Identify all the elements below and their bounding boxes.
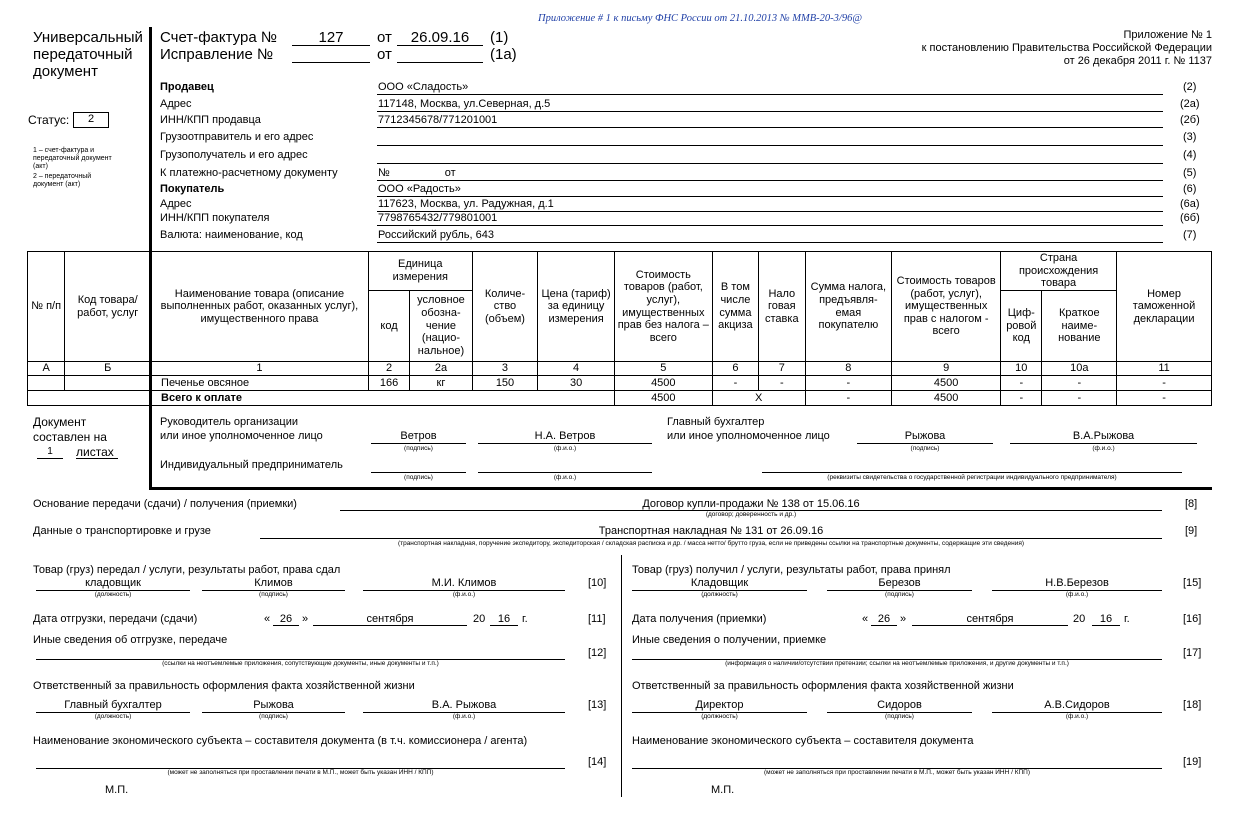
ship-year-prefix: 20: [473, 613, 486, 625]
ship-month[interactable]: сентября: [366, 613, 414, 625]
invoice-number[interactable]: 127: [318, 29, 344, 46]
ship-date-close-quote: »: [302, 613, 309, 625]
right-responsible-position-caption: (должность): [701, 713, 738, 720]
invoice-from-label: от: [377, 29, 392, 46]
header-cost: Стоимость товаров (работ, услуг), имущественных прав без налога – всего: [614, 252, 712, 362]
buyer-inn-label: ИНН/КПП покупателя: [160, 212, 270, 224]
invoice-code: (1): [490, 29, 509, 46]
sheets-count[interactable]: 1: [47, 446, 53, 457]
buyer-address-value[interactable]: 117623, Москва, ул. Радужная, д.1: [378, 198, 554, 210]
right-responsible-signature-caption: (подпись): [885, 713, 914, 720]
status-note-3: (акт): [33, 163, 48, 170]
invoice-label: Счет-фактура №: [160, 29, 277, 46]
status-note-1: 1 – счет-фактура и: [33, 147, 95, 154]
handed-name-caption: (ф.и.о.): [452, 591, 476, 598]
received-label: Товар (груз) получил / услуги, результаты работ, права принял: [632, 564, 951, 576]
left-responsible-signature-caption: (подпись): [259, 713, 288, 720]
accountant-label-2: или иное уполномоченное лицо: [667, 430, 830, 442]
col-label: 2: [368, 362, 409, 376]
left-entity-caption: (может не заполняться при проставлении печати в М.П., может быть указан ИНН / КПП): [167, 769, 434, 776]
code-13: [13]: [588, 699, 607, 711]
header-total: Стоимость товаров (работ, услуг), имущественных прав с налогом - всего: [892, 252, 1001, 362]
recv-other-caption: (информация о наличии/отсутствии претензии; ссылки на неотъемлемые приложения, и другие документы и т.п.): [725, 660, 1069, 667]
total-excise: Х: [712, 391, 805, 406]
payment-doc-code: (5): [1183, 167, 1197, 179]
recv-year-prefix: 20: [1073, 613, 1086, 625]
col-label: 9: [892, 362, 1001, 376]
cell-unit-name[interactable]: кг: [410, 376, 473, 391]
seller-address-code: (2а): [1180, 98, 1200, 110]
col-label: 6: [712, 362, 758, 376]
document-title-line3: документ: [33, 63, 98, 80]
header-excise: В том числе сумма акциза: [712, 252, 758, 362]
header-code: Код товара/ работ, услуг: [65, 252, 151, 362]
total-country-name: -: [1042, 391, 1117, 406]
table-row: [28, 376, 1212, 391]
head-signature[interactable]: Ветров: [400, 430, 437, 442]
doc-pages-line1: Документ: [33, 415, 87, 429]
seller-inn-value[interactable]: 7712345678/771201001: [378, 114, 498, 126]
handed-position-caption: (должность): [94, 591, 132, 598]
ip-label: Индивидуальный предприниматель: [160, 459, 343, 471]
transport-label: Данные о транспортировке и грузе: [33, 525, 211, 537]
payment-doc-label: К платежно-расчетному документу: [160, 167, 338, 179]
col-label: 11: [1117, 362, 1212, 376]
buyer-inn-value[interactable]: 7798765432/779801001: [378, 212, 498, 224]
accountant-name-caption: (ф.и.о.): [1092, 445, 1115, 452]
right-responsible-name[interactable]: А.В.Сидоров: [1044, 699, 1110, 711]
total-tax[interactable]: -: [805, 391, 892, 406]
status-note-4: 2 – передаточный: [33, 173, 92, 180]
payment-doc-value[interactable]: № от: [378, 167, 456, 179]
left-responsible-name-caption: (ф.и.о.): [452, 713, 476, 720]
recv-year-suffix: г.: [1124, 613, 1130, 625]
header-country: Страна происхождения товара: [1001, 252, 1117, 291]
handed-position[interactable]: кладовщик: [85, 577, 141, 589]
ship-year-suffix: г.: [522, 613, 528, 625]
basis-code: [8]: [1185, 498, 1198, 510]
total-cost[interactable]: 4500: [614, 391, 712, 406]
header-price: Цена (тариф) за единицу измерения: [538, 252, 615, 362]
header-country-name: Краткое наиме- нование: [1042, 291, 1117, 362]
cell-tax[interactable]: -: [805, 376, 892, 391]
cell-unit-code[interactable]: 166: [368, 376, 409, 391]
accountant-name[interactable]: В.А.Рыжова: [1072, 430, 1135, 442]
cell-country-code[interactable]: -: [1001, 376, 1042, 391]
col-label: 10: [1001, 362, 1042, 376]
seller-label: Продавец: [160, 81, 214, 93]
header-country-code: Циф- ровой код: [1001, 291, 1042, 362]
currency-value[interactable]: Российский рубль, 643: [378, 229, 494, 241]
total-row: [28, 391, 1212, 406]
buyer-address-label: Адрес: [160, 198, 192, 210]
basis-caption: (договор; доверенность и др.): [705, 511, 797, 518]
resolution-line2: к постановлению Правительства Российской Федерации: [921, 42, 1212, 54]
header-unit: Единица измерения: [368, 252, 472, 291]
appendix-note: Приложение # 1 к письму ФНС России от 21.10.2013 № ММВ-20-3/96@: [538, 13, 862, 24]
right-entity-label: Наименование экономического субъекта – составителя документа: [632, 735, 974, 747]
currency-label: Валюта: наименование, код: [160, 229, 303, 241]
cell-qty[interactable]: 150: [472, 376, 538, 391]
ship-other-label: Иные сведения об отгрузке, передаче: [33, 634, 228, 646]
transport-caption: (транспортная накладная, поручение экспедитору, экспедиторская / складская расписка и др. / масса нетто/ брутто груза, если не приведены ссылки на транспортные документы, содержащие эти сведения): [397, 540, 1025, 547]
col-label: 8: [805, 362, 892, 376]
code-18: [18]: [1183, 699, 1202, 711]
recv-date-open-quote: «: [862, 613, 869, 625]
ship-day[interactable]: 26: [279, 613, 293, 625]
cell-customs[interactable]: -: [1117, 376, 1212, 391]
seller-inn-code: (2б): [1180, 114, 1200, 126]
basis-label: Основание передачи (сдачи) / получения (приемки): [33, 498, 297, 510]
received-signature-caption: (подпись): [885, 591, 914, 598]
status-note-2: передаточный документ: [33, 155, 112, 162]
shipper-label: Грузоотправитель и его адрес: [160, 131, 314, 143]
header-name: Наименование товара (описание выполненных работ, оказанных услуг), имущественного права: [151, 252, 369, 362]
accountant-signature-caption: (подпись): [910, 445, 940, 452]
header-customs: Номер таможенной декларации: [1117, 252, 1212, 362]
cell-name[interactable]: Печенье овсяное: [151, 376, 369, 391]
header-qty: Количе- ство (объем): [472, 252, 538, 362]
left-responsible-position-caption: (должность): [94, 713, 132, 720]
status-value[interactable]: 2: [73, 112, 109, 128]
left-responsible-name[interactable]: В.А. Рыжова: [431, 699, 497, 711]
recv-month[interactable]: сентября: [966, 613, 1014, 625]
left-responsible-position[interactable]: Главный бухгалтер: [64, 699, 162, 711]
header-num: № п/п: [28, 252, 65, 362]
right-responsible-label: Ответственный за правильность оформления факта хозяйственной жизни: [632, 680, 1014, 692]
consignee-code: (4): [1183, 149, 1197, 161]
header-tax: Сумма налога, предъявля- емая покупателю: [805, 252, 892, 362]
cell-total[interactable]: 4500: [892, 376, 1001, 391]
cell-num[interactable]: [28, 376, 65, 391]
recv-date-close-quote: »: [900, 613, 907, 625]
recv-date-label: Дата получения (приемки): [632, 613, 767, 625]
basis-value[interactable]: Договор купли-продажи № 138 от 15.06.16: [642, 498, 860, 510]
header-rate: Нало говая ставка: [759, 252, 805, 362]
ip-requisites-caption: (реквизиты свидетельства о государственной регистрации индивидуального предпринимателя): [827, 474, 1117, 481]
code-17: [17]: [1183, 647, 1202, 659]
received-position[interactable]: Кладовщик: [690, 577, 749, 589]
handed-label: Товар (груз) передал / услуги, результаты работ, права сдал: [33, 564, 341, 576]
seller-code: (2): [1183, 81, 1197, 93]
code-15: [15]: [1183, 577, 1202, 589]
col-label: 10а: [1042, 362, 1117, 376]
cell-cost[interactable]: 4500: [614, 376, 712, 391]
resolution-line1: Приложение № 1: [1123, 29, 1212, 41]
buyer-inn-code: (6б): [1180, 212, 1200, 224]
ship-other-caption: (ссылки на неотъемлемые приложения, сопутствующие документы, иные документы и т.п.): [162, 660, 439, 667]
right-responsible-name-caption: (ф.и.о.): [1065, 713, 1089, 720]
sheets-label: листах: [76, 445, 114, 459]
document-title-line1: Универсальный: [33, 29, 143, 46]
ship-date-label: Дата отгрузки, передачи (сдачи): [33, 613, 198, 625]
received-position-caption: (должность): [701, 591, 738, 598]
left-stamp: М.П.: [105, 784, 129, 796]
head-name[interactable]: Н.А. Ветров: [534, 430, 596, 442]
correction-code: (1а): [490, 46, 517, 63]
correction-from-label: от: [377, 46, 392, 63]
total-sum[interactable]: 4500: [892, 391, 1001, 406]
status-note-5: документ (акт): [33, 181, 81, 188]
accountant-signature[interactable]: Рыжова: [904, 430, 946, 442]
total-label: Всего к оплате: [151, 391, 615, 406]
recv-year[interactable]: 16: [1099, 613, 1113, 625]
invoice-date[interactable]: 26.09.16: [410, 29, 470, 46]
right-stamp: М.П.: [711, 784, 735, 796]
head-name-caption: (ф.и.о.): [553, 445, 577, 452]
head-signature-caption: (подпись): [404, 445, 433, 452]
handed-signature-caption: (подпись): [259, 591, 288, 598]
right-responsible-signature[interactable]: Сидоров: [877, 699, 922, 711]
col-label: Б: [65, 362, 151, 376]
goods-table: [27, 251, 1212, 406]
col-label: А: [28, 362, 65, 376]
recv-day[interactable]: 26: [877, 613, 891, 625]
seller-value[interactable]: ООО «Сладость»: [378, 81, 469, 93]
ship-date-open-quote: «: [264, 613, 271, 625]
col-label: 7: [759, 362, 805, 376]
cell-country-name[interactable]: -: [1042, 376, 1117, 391]
head-label-2: или иное уполномоченное лицо: [160, 430, 323, 442]
seller-address-label: Адрес: [160, 98, 192, 110]
document-title-line2: передаточный: [33, 46, 133, 63]
cell-price[interactable]: 30: [538, 376, 615, 391]
col-label: 2а: [410, 362, 473, 376]
left-responsible-signature[interactable]: Рыжова: [253, 699, 294, 711]
handed-signature[interactable]: Климов: [254, 577, 293, 589]
total-country-code: -: [1001, 391, 1042, 406]
received-name-caption: (ф.и.о.): [1065, 591, 1089, 598]
buyer-label: Покупатель: [160, 183, 225, 195]
transport-value[interactable]: Транспортная накладная № 131 от 26.09.16: [598, 525, 824, 537]
buyer-code: (6): [1183, 183, 1197, 195]
cell-rate[interactable]: -: [759, 376, 805, 391]
currency-code: (7): [1183, 229, 1197, 241]
received-name[interactable]: Н.В.Березов: [1045, 577, 1109, 589]
transport-code: [9]: [1185, 525, 1198, 537]
doc-pages-line2: составлен на: [33, 430, 107, 444]
col-label: 1: [151, 362, 369, 376]
code-16: [16]: [1183, 613, 1202, 625]
handed-name[interactable]: М.И. Климов: [431, 577, 497, 589]
accountant-label-1: Главный бухгалтер: [667, 416, 765, 428]
recv-other-label: Иные сведения о получении, приемке: [632, 634, 827, 646]
cell-excise[interactable]: -: [712, 376, 758, 391]
right-responsible-position[interactable]: Директор: [695, 699, 744, 711]
code-11: [11]: [588, 613, 606, 625]
seller-address-value[interactable]: 117148, Москва, ул.Северная, д.5: [378, 98, 551, 110]
code-14: [14]: [588, 756, 607, 768]
ship-year[interactable]: 16: [497, 613, 511, 625]
seller-inn-label: ИНН/КПП продавца: [160, 114, 261, 126]
col-label: 4: [538, 362, 615, 376]
buyer-address-code: (6а): [1180, 198, 1200, 210]
received-signature[interactable]: Березов: [878, 577, 921, 589]
status-label: Статус:: [28, 113, 70, 127]
consignee-label: Грузополучатель и его адрес: [160, 149, 308, 161]
resolution-line3: от 26 декабря 2011 г. № 1137: [1063, 55, 1212, 67]
code-19: [19]: [1183, 756, 1202, 768]
ip-signature-caption: (подпись): [404, 474, 433, 481]
head-label-1: Руководитель организации: [160, 416, 299, 428]
code-10: [10]: [588, 577, 607, 589]
buyer-value[interactable]: ООО «Радость»: [378, 183, 461, 195]
code-12: [12]: [588, 647, 607, 659]
header-unit-code: код: [368, 291, 409, 362]
left-entity-label: Наименование экономического субъекта – составителя документа (в т.ч. комиссионера / агента): [33, 735, 528, 747]
header-unit-name: условное обозна- чение (нацио- нальное): [410, 291, 473, 362]
col-label: 3: [472, 362, 538, 376]
col-label: 5: [614, 362, 712, 376]
right-entity-caption: (может не заполняться при проставлении печати в М.П., может быть указан ИНН / КПП): [763, 769, 1030, 776]
shipper-code: (3): [1183, 131, 1197, 143]
ip-name-caption: (ф.и.о.): [553, 474, 577, 481]
correction-label: Исправление №: [160, 46, 274, 63]
cell-code[interactable]: [65, 376, 151, 391]
left-responsible-label: Ответственный за правильность оформления факта хозяйственной жизни: [33, 680, 415, 692]
total-customs: -: [1117, 391, 1212, 406]
